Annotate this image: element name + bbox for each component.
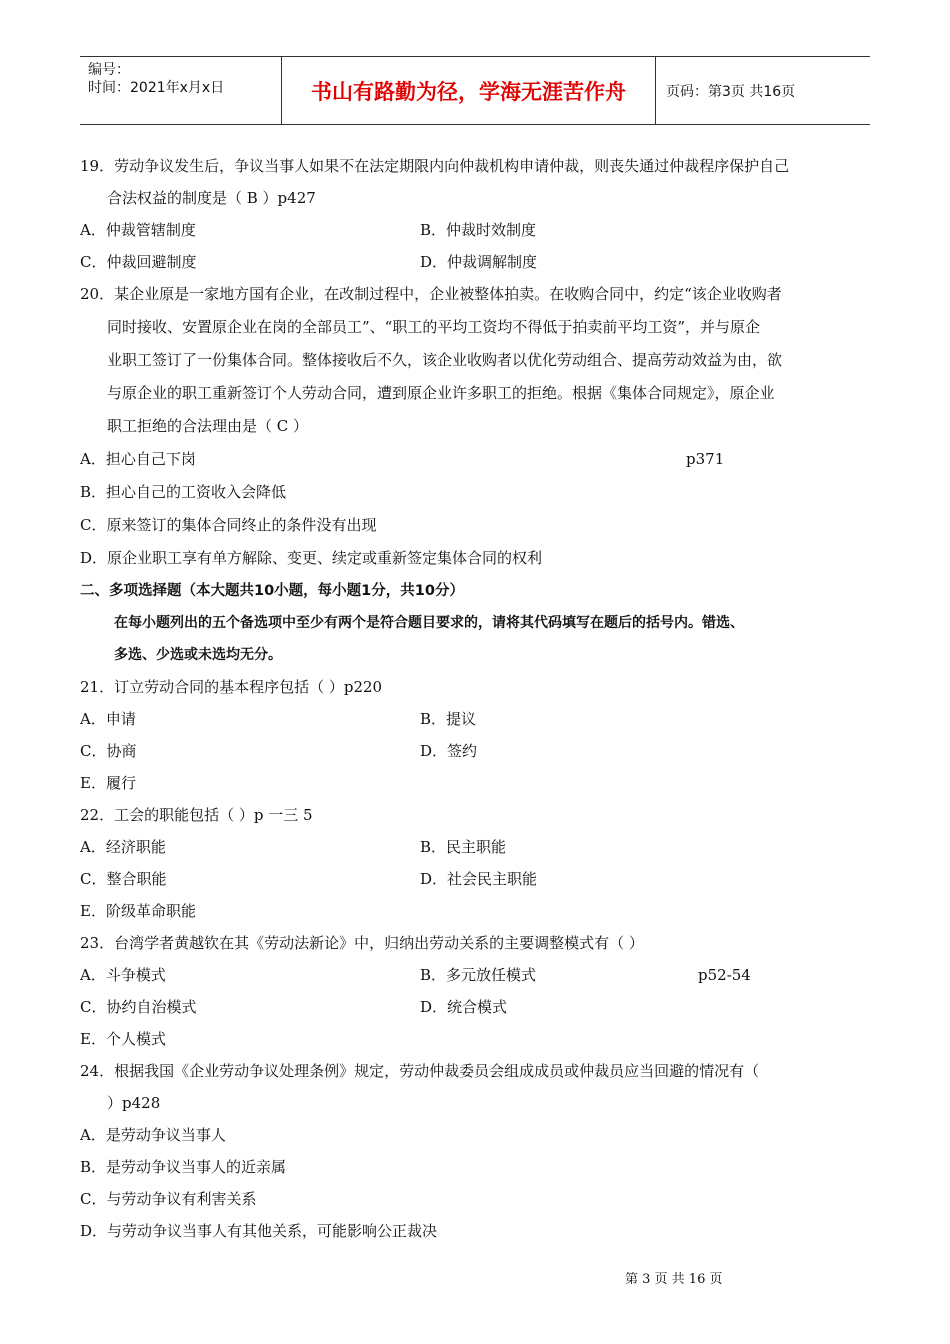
- header-page-info: 页码：第3页 共16页: [666, 83, 796, 100]
- q23-option-b: B．多元放任模式: [420, 966, 537, 984]
- q21-options-row2: [80, 735, 872, 767]
- q20-option-a: A．担心自己下岗: [80, 450, 196, 468]
- page-footer: 第 3 页 共 16 页: [625, 1272, 723, 1287]
- q20-option-b: B．担心自己的工资收入会降低: [80, 483, 287, 501]
- q23-page-ref: p52-54: [698, 966, 751, 984]
- q22-option-e: E．阶级革命职能: [80, 902, 196, 920]
- q20-option-c: C．原来签订的集体合同终止的条件没有出现: [80, 516, 377, 534]
- q20-option-d: D．原企业职工享有单方解除、变更、续定或重新签定集体合同的权利: [80, 549, 543, 567]
- number-label: 编号：: [88, 62, 130, 78]
- q24-option-a: A．是劳动争议当事人: [80, 1126, 226, 1144]
- q22-option-d: D．社会民主职能: [420, 870, 538, 888]
- q21-stem: 21．订立劳动合同的基本程序包括（ ）p220: [80, 678, 383, 696]
- q22-option-c: C．整合职能: [80, 870, 167, 888]
- q24-option-c: C．与劳动争议有利害关系: [80, 1190, 257, 1208]
- q21-option-b: B．提议: [420, 710, 477, 728]
- q19-option-a: A．仲裁管辖制度: [80, 221, 196, 239]
- header-meta: [80, 57, 282, 124]
- q23-options-row2: [80, 991, 872, 1023]
- q22-option-a: A．经济职能: [80, 838, 166, 856]
- document-header: [80, 56, 870, 125]
- section2-instruction-line2: 多选、少选或未选均无分。: [114, 647, 282, 663]
- q23-stem: 23．台湾学者黄越钦在其《劳动法新论》中，归纳出劳动关系的主要调整模式有（ ）: [80, 934, 644, 952]
- q20-stem-line5: 职工拒绝的合法理由是（ C ）: [107, 417, 309, 435]
- q19-option-b: B．仲裁时效制度: [420, 221, 537, 239]
- q24-stem-line2: ）p428: [107, 1094, 161, 1112]
- q21-options-row1: [80, 703, 872, 735]
- section2-title: 二、多项选择题（本大题共10小题，每小题1分，共10分）: [80, 583, 464, 599]
- q23-option-c: C．协约自治模式: [80, 998, 197, 1016]
- q21-option-c: C．协商: [80, 742, 137, 760]
- q22-stem: 22．工会的职能包括（ ）p 一三 5: [80, 806, 313, 824]
- q19-option-d: D．仲裁调解制度: [420, 253, 538, 271]
- q19-options-row1: [80, 214, 872, 246]
- q23-options-row1: [80, 959, 872, 991]
- section2-instruction-line1: 在每小题列出的五个备选项中至少有两个是符合题目要求的，请将其代码填写在题后的括号内。错选、: [114, 615, 744, 631]
- q23-option-e: E．个人模式: [80, 1030, 166, 1048]
- q19-stem-line2: 合法权益的制度是（ B ）p427: [107, 189, 316, 207]
- q20-stem-line3: 业职工签订了一份集体合同。整体接收后不久，该企业收购者以优化劳动组合、提高劳动效益为由，欲: [107, 351, 783, 369]
- q22-options-row1: [80, 831, 872, 863]
- header-motto: 书山有路勤为径，学海无涯苦作舟: [282, 57, 656, 124]
- q19-options-row2: [80, 246, 872, 278]
- q23-option-d: D．统合模式: [420, 998, 508, 1016]
- q24-option-b: B．是劳动争议当事人的近亲属: [80, 1158, 287, 1176]
- q19-stem-line1: 19．劳动争议发生后，争议当事人如果不在法定期限内向仲裁机构申请仲裁，则丧失通过仲裁程序保护自己: [80, 157, 790, 175]
- q20-page-ref: p371: [686, 450, 725, 468]
- document-body: [80, 150, 872, 1247]
- q20-stem-line4: 与原企业的职工重新签订个人劳动合同，遭到原企业许多职工的拒绝。根据《集体合同规定》，原企业: [107, 384, 775, 402]
- q22-options-row2: [80, 863, 872, 895]
- q21-option-d: D．签约: [420, 742, 478, 760]
- q22-option-b: B．民主职能: [420, 838, 507, 856]
- date-label: 时间：2021年x月x日: [88, 80, 225, 96]
- q21-option-a: A．申请: [80, 710, 136, 728]
- q20-stem-line1: 20．某企业原是一家地方国有企业，在改制过程中，企业被整体拍卖。在收购合同中，约定“该企业收购者: [80, 285, 782, 303]
- q24-option-d: D．与劳动争议当事人有其他关系，可能影响公正裁决: [80, 1222, 438, 1240]
- q24-stem-line1: 24．根据我国《企业劳动争议处理条例》规定，劳动仲裁委员会组成成员或仲裁员应当回避的情况有（: [80, 1062, 760, 1080]
- q23-option-a: A．斗争模式: [80, 966, 166, 984]
- q20-option-a-row: [80, 443, 872, 476]
- q20-stem-line2: 同时接收、安置原企业在岗的全部员工”、“职工的平均工资均不得低于拍卖前平均工资”，并与原企: [107, 318, 761, 336]
- q19-option-c: C．仲裁回避制度: [80, 253, 197, 271]
- q21-option-e: E．履行: [80, 774, 136, 792]
